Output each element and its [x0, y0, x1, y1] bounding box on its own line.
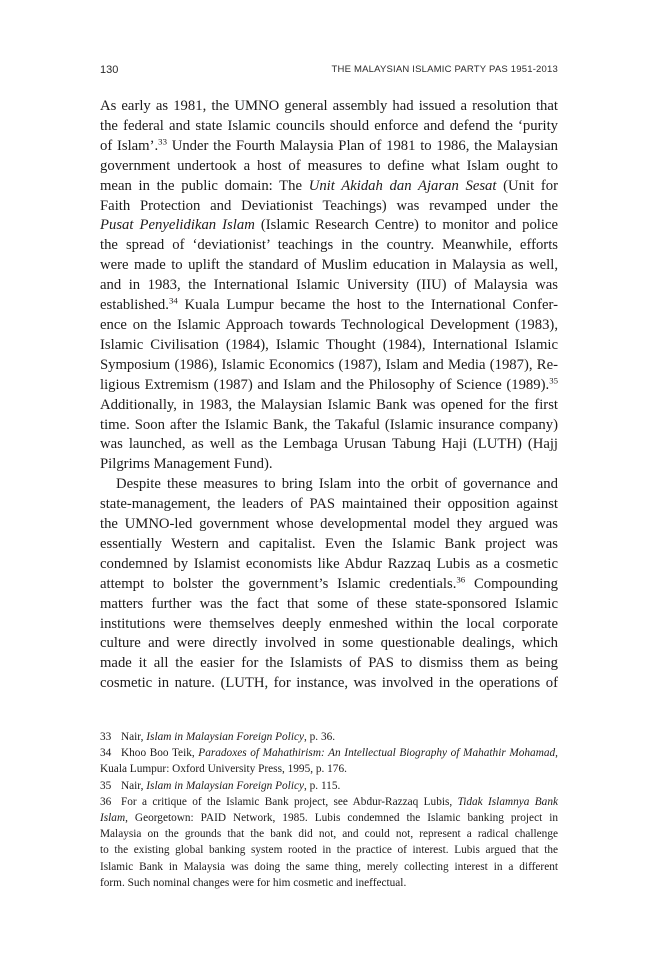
text-run: to the existing global banking system rooted in the practice of interest. Lubis argued that the — [100, 844, 558, 857]
text-run: (Islamic Research Centre) to monitor and police — [254, 217, 558, 234]
text-run: Symposium (1986), Islamic Economics (1987), Islam and Media (1987), Re- — [100, 356, 558, 373]
footnote-ref-33: 33 — [158, 136, 167, 147]
italic-term: Unit Akidah dan Ajaran Sesat — [308, 177, 497, 194]
paragraph-2 — [100, 475, 558, 694]
text-run: culture and were directly involved in some questionable dealings, which — [100, 635, 558, 652]
footnote-33 — [100, 729, 558, 745]
text-run: ligious Extremism (1987) and Islam and the Philosophy of Science (1989). — [100, 376, 550, 393]
text-run: Under the Fourth Malaysia Plan of 1981 to 1986, the Malaysian — [166, 137, 558, 154]
body-line — [100, 654, 558, 674]
text-run: cosmetic in nature. (LUTH, for instance, was involved in the operations of — [100, 675, 558, 692]
body-line — [100, 455, 558, 475]
body-line — [100, 515, 558, 535]
body-line — [100, 674, 558, 694]
body-line — [100, 475, 558, 495]
text-run: the spread of ‘deviationist’ teachings in the country. Meanwhile, efforts — [100, 237, 558, 254]
text-run: attempt to bolster the government’s Islamic credentials. — [100, 575, 457, 592]
footnote-line — [100, 778, 558, 794]
body-line — [100, 236, 558, 256]
text-run: For a critique of the Islamic Bank project, see Abdur-Razzaq Lubis, — [121, 795, 458, 808]
italic-title: Paradoxes of Mahathirism: An Intellectual Biography of Mahathir Mohamad — [198, 747, 556, 760]
text-run: As early as 1981, the UMNO general assembly had issued a resolution that — [100, 98, 558, 114]
body-line — [100, 376, 558, 396]
body-text — [100, 97, 558, 694]
footnote-line — [100, 859, 558, 875]
text-run: government undertook a host of measures to define what Islam ought to — [100, 157, 558, 174]
footnote-number: 33 — [100, 731, 112, 743]
body-line — [100, 276, 558, 296]
text-run: time. Soon after the Islamic Bank, the Takaful (Islamic insurance company) — [100, 416, 558, 433]
footnote-line — [100, 745, 558, 761]
footnote-number: 36 — [100, 795, 112, 808]
body-line — [100, 117, 558, 137]
body-line — [100, 595, 558, 615]
text-run: Kuala Lumpur: Oxford University Press, 1995, p. 176. — [100, 763, 347, 776]
body-line — [100, 137, 558, 157]
text-run: Malaysia on the grounds that the bank did not, and could not, represent a radical challenge — [100, 828, 558, 841]
footnote-36 — [100, 794, 558, 891]
text-run: Faith Protection and Deviationist Teachings) was revamped under the — [100, 197, 558, 214]
body-line — [100, 634, 558, 654]
paragraph-1 — [100, 97, 558, 475]
text-run: Islamic Civilisation (1984), Islamic Thought (1984), International Islamic — [100, 336, 558, 353]
text-run: institutions were themselves deeply enmeshed within the local corporate — [100, 615, 558, 632]
body-line — [100, 296, 558, 316]
text-run: essentially Western and capitalist. Even the Islamic Bank project was — [100, 535, 558, 552]
body-line — [100, 396, 558, 416]
footnote-number: 34 — [100, 747, 112, 760]
body-line — [100, 197, 558, 217]
footnote-line — [100, 826, 558, 842]
body-line — [100, 535, 558, 555]
text-run: Pilgrims Management Fund). — [100, 456, 273, 473]
italic-title: Islam — [100, 812, 126, 825]
text-run: the UMNO-led government whose developmental model they argued was — [100, 516, 558, 533]
footnote-35 — [100, 778, 558, 794]
body-line — [100, 495, 558, 515]
footnote-34 — [100, 745, 558, 777]
footnote-line — [100, 761, 558, 777]
body-line — [100, 177, 558, 197]
text-run: Nair, — [121, 779, 147, 792]
body-line — [100, 256, 558, 276]
text-run: mean in the public domain: The — [100, 177, 309, 194]
text-run: (Unit for — [496, 177, 558, 194]
footnote-line — [100, 810, 558, 826]
text-run: , Georgetown: PAID Network, 1985. Lubis condemned the Islamic banking project in — [125, 812, 558, 825]
footnote-ref-35: 35 — [549, 375, 558, 386]
italic-title: Tidak Islamnya Bank — [457, 795, 558, 808]
text-run: Compounding — [465, 575, 558, 592]
text-run: of Islam’. — [100, 137, 159, 154]
running-title: THE MALAYSIAN ISLAMIC PARTY PAS 1951-2013 — [331, 64, 558, 75]
body-line — [100, 336, 558, 356]
text-run: , — [555, 747, 558, 760]
text-run: Kuala Lumpur became the host to the International Confer- — [177, 297, 558, 314]
body-line — [100, 157, 558, 177]
italic-title: Islam in Malaysian Foreign Policy — [146, 731, 304, 743]
text-run: condemned by Islamist economists like Abdur Razzaq Lubis as a cosmetic — [100, 555, 558, 572]
body-line — [100, 555, 558, 575]
body-line — [100, 416, 558, 436]
footnote-line — [100, 875, 558, 891]
text-run: and in 1983, the International Islamic University (IIU) of Malaysia was — [100, 277, 558, 294]
body-line — [100, 216, 558, 236]
text-run: made it all the easier for the Islamists of PAS to dismiss them as being — [100, 655, 558, 672]
footnote-ref-34: 34 — [168, 295, 178, 306]
text-run: Additionally, in 1983, the Malaysian Islamic Bank was opened for the first — [100, 396, 558, 413]
body-line — [100, 575, 558, 595]
footnotes — [100, 729, 558, 891]
text-run: Nair, — [121, 731, 147, 743]
text-run: Khoo Boo Teik, — [121, 747, 199, 760]
body-line — [100, 316, 558, 336]
footnote-line — [100, 842, 558, 858]
footnote-line — [100, 794, 558, 810]
text-run: the federal and state Islamic councils should enforce and defend the ‘purity — [100, 117, 558, 134]
text-run: matters further was the fact that some of these state-sponsored Islamic — [100, 595, 558, 612]
italic-title: Islam in Malaysian Foreign Policy — [146, 779, 304, 792]
footnote-line — [100, 729, 558, 745]
italic-term: Pusat Penyelidikan Islam — [100, 217, 255, 234]
body-line — [100, 435, 558, 455]
text-run: , p. 115. — [304, 779, 341, 792]
footnote-number: 35 — [100, 779, 112, 792]
body-line — [100, 356, 558, 376]
body-line — [100, 97, 558, 117]
text-run: , p. 36. — [304, 731, 336, 743]
text-run: ence on the Islamic Approach towards Technological Development (1983), — [100, 316, 558, 333]
text-run: were made to uplift the standard of Muslim education in Malaysia as well, — [100, 257, 558, 274]
text-run: state-management, the leaders of PAS maintained their opposition against — [100, 496, 558, 513]
text-run: established. — [100, 297, 169, 314]
text-run: Despite these measures to bring Islam into the orbit of governance and — [116, 476, 558, 493]
page-number: 130 — [100, 64, 119, 76]
text-run: form. Such nominal changes were for him cosmetic and ineffectual. — [100, 876, 407, 889]
footnote-ref-36: 36 — [456, 574, 466, 585]
body-line — [100, 615, 558, 635]
text-run: Islamic Bank in Malaysia was doing the same thing, merely collecting interest in a different — [100, 860, 558, 873]
text-run: was launched, as well as the Lembaga Urusan Tabung Haji (LUTH) (Hajj — [100, 436, 558, 453]
